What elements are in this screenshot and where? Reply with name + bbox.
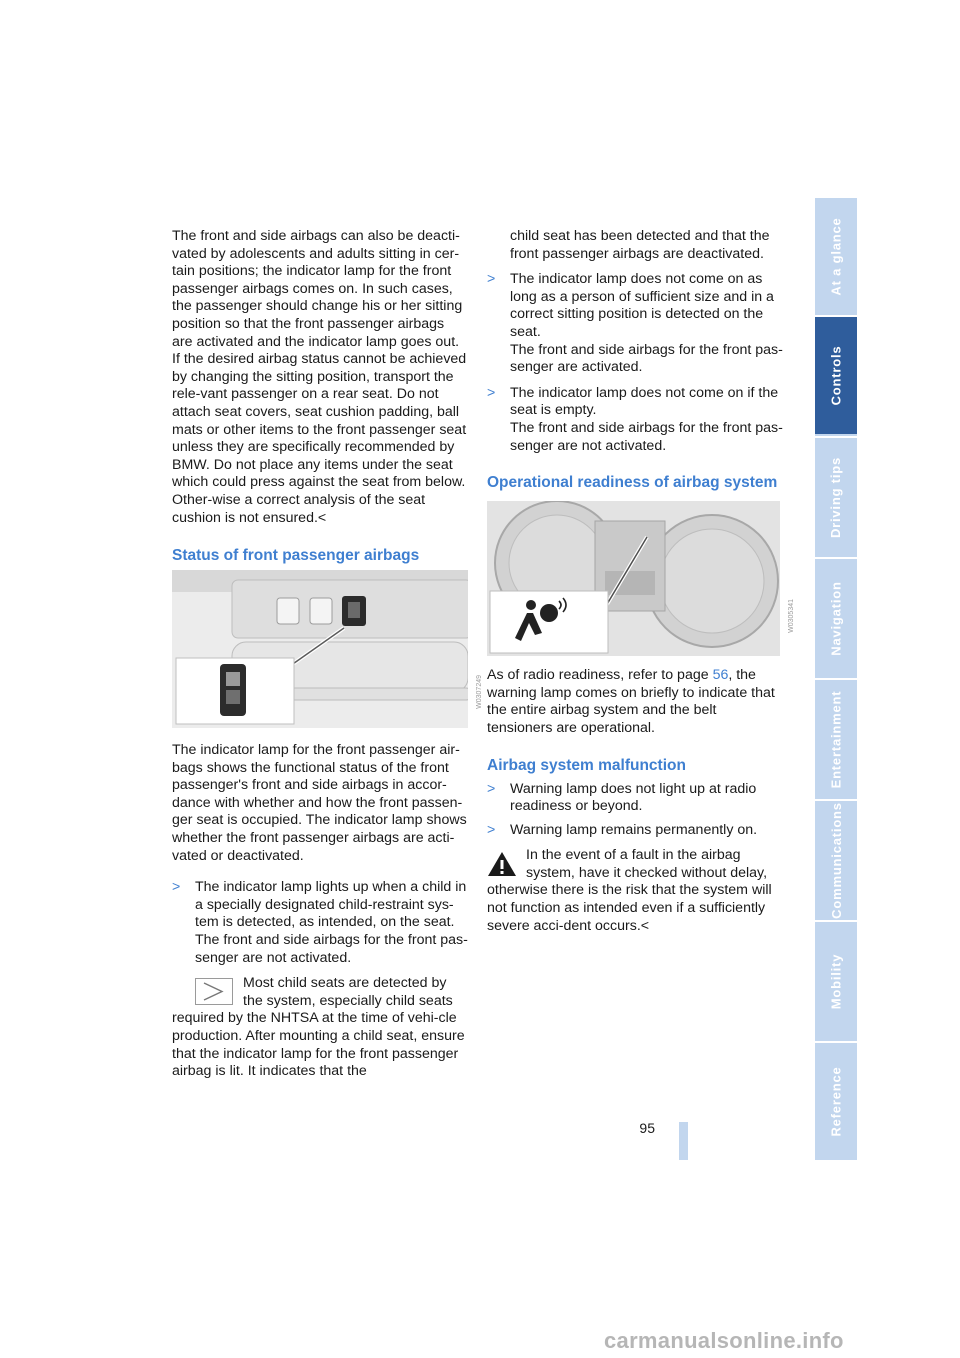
bullet-marker: > xyxy=(487,384,496,401)
figure-code: W0305341 xyxy=(788,599,795,633)
readiness-paragraph: As of radio readiness, refer to page 56, the warning lamp comes on briefly to indicate that the entire airbag system and the belt tensioners are operational. xyxy=(487,667,775,736)
airbag-warning-lamp-illustration xyxy=(487,501,780,656)
left-column xyxy=(172,228,483,1081)
status-paragraph: The indicator lamp for the front passenger air-bags shows the functional status of the front passenger's front and side airbags in accor-dance with whether and how the front passen-ger seat is occupied. The indicator lamp shows whether the front passenger airbags are acti-vated or deactivated. xyxy=(172,742,467,864)
continuation-text: child seat has been detected and that the front passenger airbags are deactivated. xyxy=(510,228,770,262)
site-watermark: carmanualsonline.info xyxy=(604,1328,844,1353)
tab-navigation[interactable]: Navigation xyxy=(828,581,844,656)
chapter-sidebar xyxy=(815,198,857,1160)
tab-communications[interactable]: Communications xyxy=(828,802,844,919)
passenger-airbag-lamp-figure xyxy=(172,570,483,728)
note-block: Most child seats are detected by the system, especially child seats required by the NHTSA at the time of vehi-cle production. After mounting a child seat, ensure that the indicator lamp for the front passenger airbag is lit. It indicates that the xyxy=(172,975,465,1080)
bullet-marker: > xyxy=(487,780,496,797)
intro-paragraph: The front and side airbags can also be deacti-vated by adolescents and adults sitting in cer-tain positions; the indicator lamp for the front passenger airbags comes on. In such cases, the passenger should change his or her sitting position so that the front passenger airbags are activated and the indicator lamp goes out. If the desired airbag status cannot be achieved by changing the sitting position, transport the rele-vant passenger on a rear seat. Do not attach seat covers, seat cushion padding, ball mats or other items to the front passenger seat unless they are specifically recommended by BMW. Do not place any items under the seat which could press against the seat from below. Other-wise a correct analysis of the seat cushion is not ensured.< xyxy=(172,228,467,526)
page-reference-link[interactable]: 56 xyxy=(712,667,729,684)
tab-reference[interactable]: Reference xyxy=(828,1066,844,1137)
page-number-bar xyxy=(679,1122,688,1160)
list-item: > Warning lamp remains permanently on. xyxy=(487,821,758,838)
figure-code: W0307249 xyxy=(476,675,483,709)
bullet-marker: > xyxy=(487,271,496,288)
tab-mobility[interactable]: Mobility xyxy=(828,953,844,1010)
tab-entertainment[interactable]: Entertainment xyxy=(828,690,844,789)
bullet-marker: > xyxy=(172,879,181,896)
instrument-cluster-figure xyxy=(487,501,795,656)
list-item: > The indicator lamp does not come on as long as a person of sufficient size and in a correct sitting position is detected on the seat. The front and side airbags for the front pas-senger are activated. xyxy=(487,271,783,376)
heading-readiness: Operational readiness of airbag system xyxy=(487,474,778,492)
warning-triangle-icon xyxy=(487,851,517,877)
tab-driving-tips[interactable]: Driving tips xyxy=(828,456,844,539)
tab-controls[interactable]: Controls xyxy=(815,317,857,434)
heading-status: Status of front passenger airbags xyxy=(172,547,420,565)
note-arrow-icon xyxy=(195,978,233,1005)
heading-malfunction: Airbag system malfunction xyxy=(487,756,686,774)
right-column xyxy=(487,228,795,935)
list-item: > The indicator lamp does not come on if the seat is empty. The front and side airbags for the front pas-senger are not activated. xyxy=(487,384,783,454)
page-number: 95 xyxy=(639,1120,655,1136)
list-item: > The indicator lamp lights up when a child in a specially designated child-restraint sys-tem is detected, as intended, on the seat. The front and side airbags for the front pas-senger are not activated. xyxy=(172,879,468,966)
warning-block: In the event of a fault in the airbag system, have it checked without delay, otherwise there is the risk that the system will not function as intended even if a sufficiently severe acci-dent occurs.< xyxy=(487,847,772,934)
indicator-lamp-illustration xyxy=(172,570,468,728)
tab-at-a-glance[interactable]: At a glance xyxy=(828,217,844,296)
bullet-marker: > xyxy=(487,821,496,838)
list-item: > Warning lamp does not light up at radio readiness or beyond. xyxy=(487,780,757,815)
